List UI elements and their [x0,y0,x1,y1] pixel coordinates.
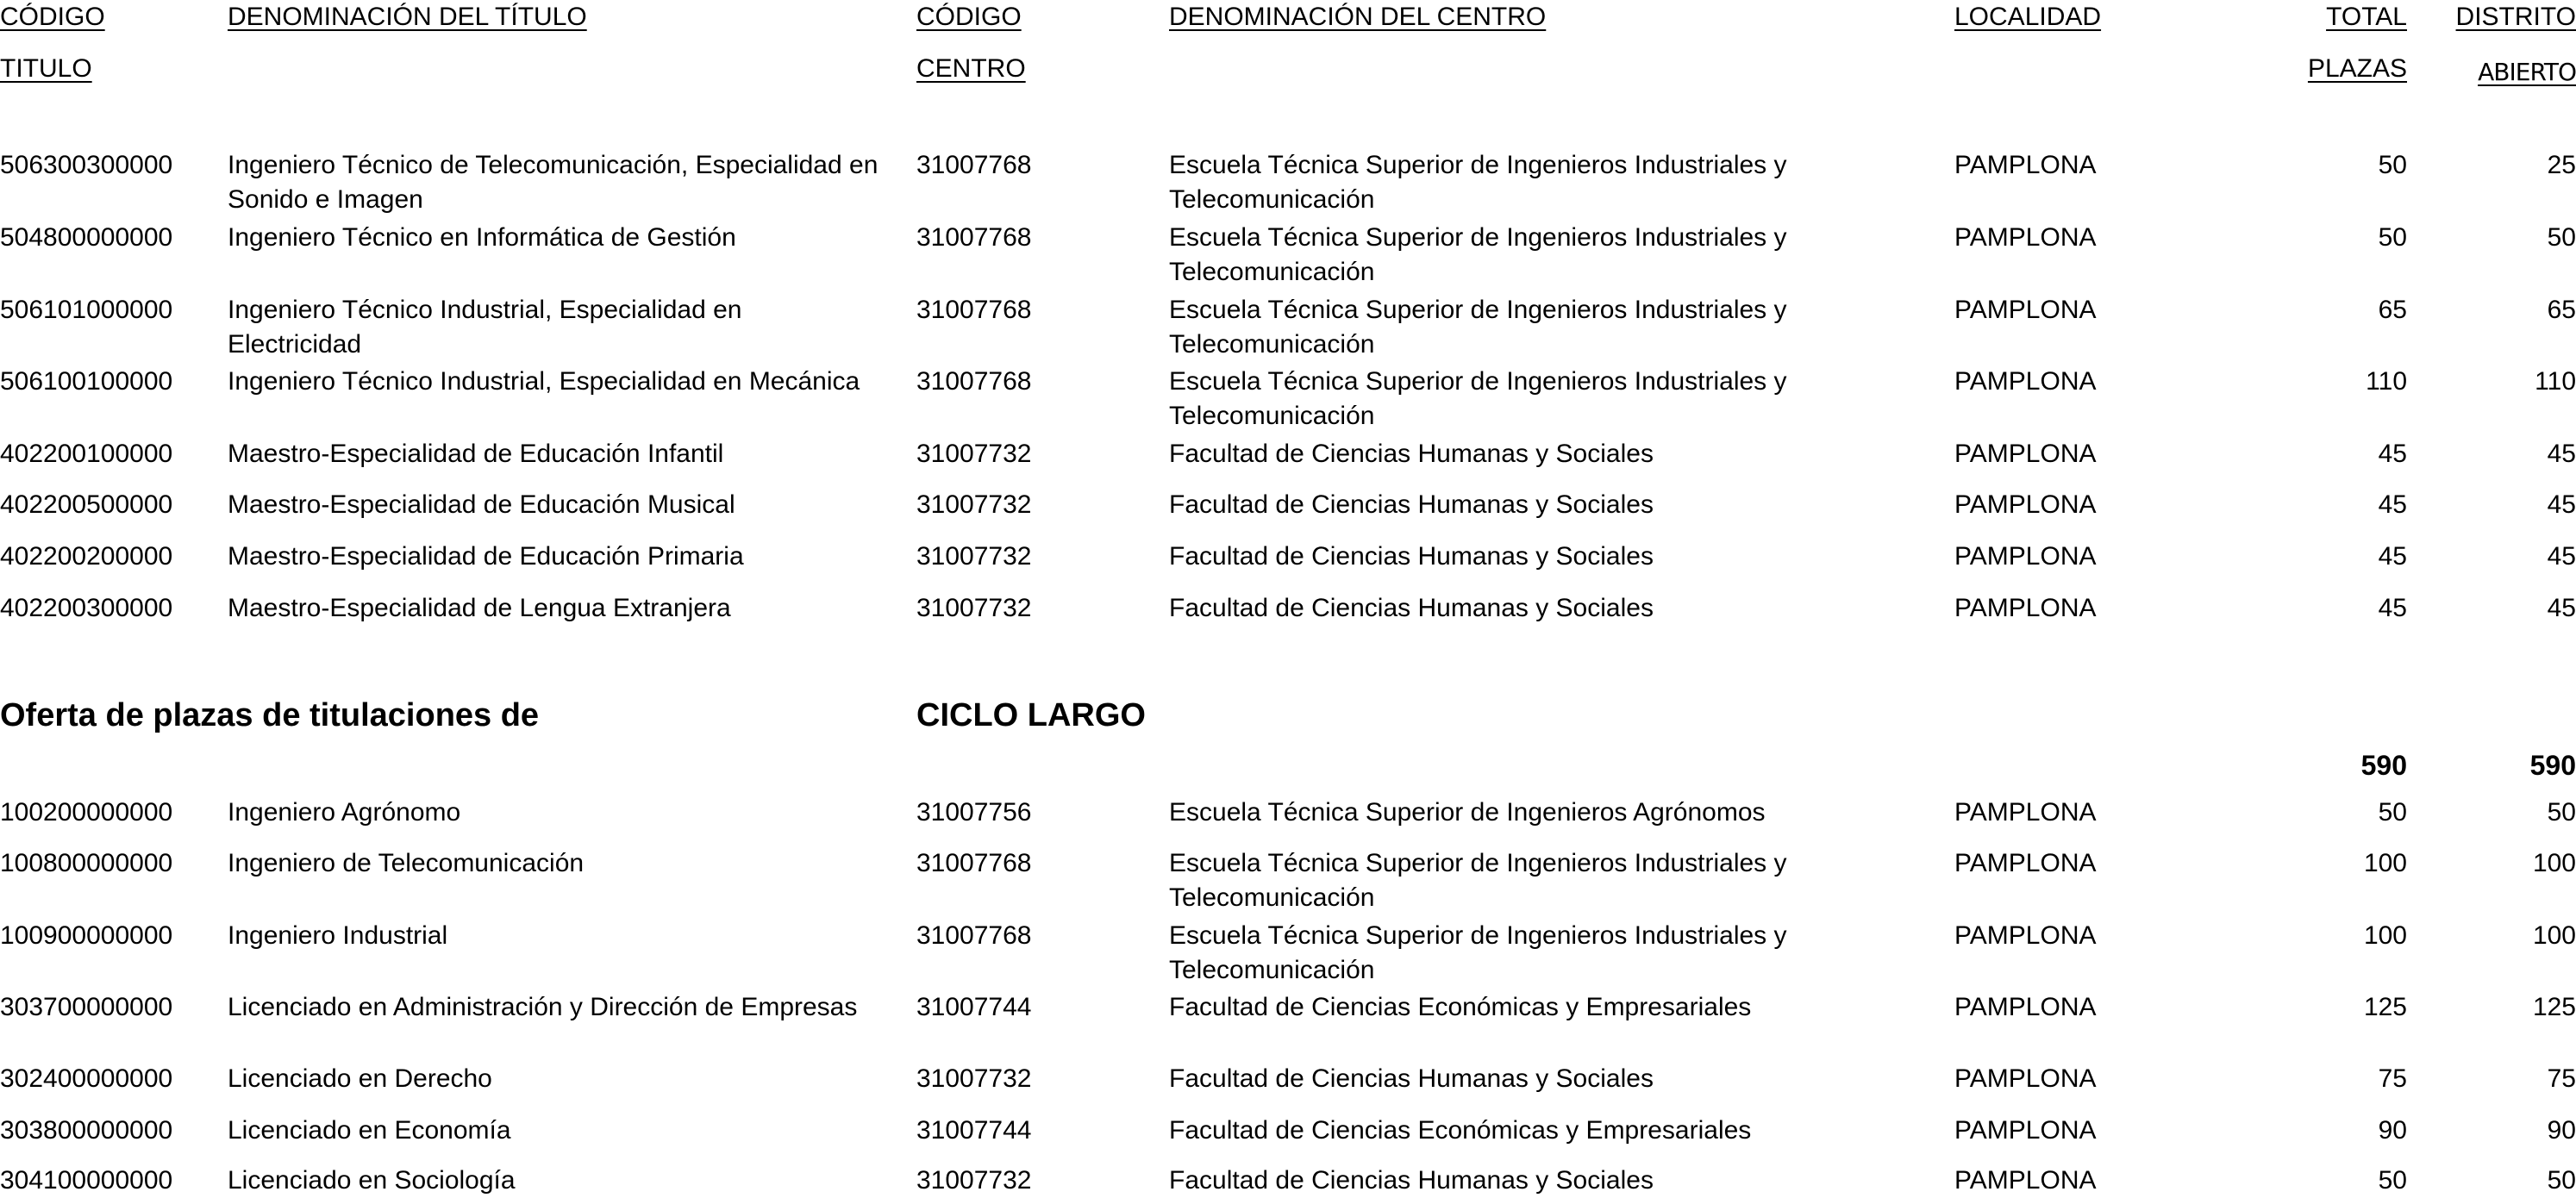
table-row-centro-codigo: 31007768 [916,849,1032,877]
table-row-codigo: 100900000000 [0,921,173,950]
table-row-localidad: PAMPLONA [1954,1166,2097,1195]
table-row-codigo: 304100000000 [0,1166,173,1195]
table-row-codigo: 100200000000 [0,798,173,827]
table-row-titulo: Maestro-Especialidad de Educación Primaria [228,542,744,571]
header-denominacion-centro: DENOMINACIÓN DEL CENTRO [1169,3,1547,31]
table-row-total: 50 [2378,151,2407,179]
table-row-titulo: Licenciado en Sociología [228,1166,516,1195]
table-row-codigo: 302400000000 [0,1064,173,1093]
table-row-distrito: 90 [2547,1116,2576,1145]
table-row-localidad: PAMPLONA [1954,993,2097,1021]
section-type: CICLO LARGO [916,697,1146,733]
table-row-titulo: Licenciado en Administración y Dirección de Empresas [228,993,858,1021]
table-row-centro-codigo: 31007756 [916,798,1032,827]
table-row-codigo: 506100100000 [0,367,173,396]
table-row-localidad: PAMPLONA [1954,594,2097,622]
table-row-titulo: Maestro-Especialidad de Educación Musical [228,490,735,519]
table-row-titulo: Ingeniero Agrónomo [228,798,461,827]
table-row-centro-codigo: 31007768 [916,151,1032,179]
table-row-codigo: 402200300000 [0,594,173,622]
table-row-distrito: 45 [2547,594,2576,622]
table-row-centro-codigo: 31007768 [916,223,1032,252]
header-codigo-titulo-1: CÓDIGO [0,3,105,31]
table-row-codigo: 506300300000 [0,151,173,179]
table-row-localidad: PAMPLONA [1954,798,2097,827]
table-row-distrito: 75 [2547,1064,2576,1093]
table-row-distrito: 100 [2532,921,2576,950]
table-row-centro: Facultad de Ciencias Humanas y Sociales [1169,1064,1654,1093]
table-row-localidad: PAMPLONA [1954,296,2097,324]
table-row-total: 75 [2378,1064,2407,1093]
table-row-total: 50 [2378,1166,2407,1195]
table-row-centro: Escuela Técnica Superior de Ingenieros Industriales y Telecomunicación [1169,367,1787,430]
table-row-total: 50 [2378,798,2407,827]
table-row-centro: Facultad de Ciencias Humanas y Sociales [1169,1166,1654,1195]
table-row-titulo: Maestro-Especialidad de Educación Infantil [228,440,724,468]
table-row-distrito: 50 [2547,223,2576,252]
table-row-codigo: 402200500000 [0,490,173,519]
table-row-localidad: PAMPLONA [1954,440,2097,468]
header-total-plazas-2: PLAZAS [2307,54,2407,83]
table-row-centro: Facultad de Ciencias Humanas y Sociales [1169,440,1654,468]
table-row-codigo: 303700000000 [0,993,173,1021]
table-row-titulo: Maestro-Especialidad de Lengua Extranjera [228,594,731,622]
table-row-centro: Facultad de Ciencias Económicas y Empresariales [1169,1116,1752,1145]
table-row-codigo: 506101000000 [0,296,173,324]
table-row-distrito: 125 [2532,993,2576,1021]
table-row-distrito: 45 [2547,490,2576,519]
table-row-centro: Escuela Técnica Superior de Ingenieros Industriales y Telecomunicación [1169,921,1787,984]
table-row-titulo: Ingeniero de Telecomunicación [228,849,585,877]
table-row-titulo: Ingeniero Técnico Industrial, Especialidad en Electricidad [228,296,742,359]
table-row-total: 110 [2366,367,2407,396]
table-row-localidad: PAMPLONA [1954,490,2097,519]
table-row-total: 45 [2378,594,2407,622]
table-row-distrito: 25 [2547,151,2576,179]
table-row-centro-codigo: 31007732 [916,594,1032,622]
table-row-distrito: 110 [2535,367,2576,396]
table-row-codigo: 402200200000 [0,542,173,571]
table-row-centro: Facultad de Ciencias Económicas y Empresariales [1169,993,1752,1021]
table-row-centro-codigo: 31007768 [916,367,1032,396]
table-row-centro: Facultad de Ciencias Humanas y Sociales [1169,542,1654,571]
table-row-titulo: Ingeniero Técnico Industrial, Especialidad en Mecánica [228,367,860,396]
header-distrito-1: DISTRITO [2455,3,2576,31]
table-row-codigo: 402200100000 [0,440,173,468]
table-row-localidad: PAMPLONA [1954,542,2097,571]
table-row-codigo: 303800000000 [0,1116,173,1145]
table-row-total: 100 [2363,849,2407,877]
table-row-titulo: Ingeniero Técnico de Telecomunicación, Especialidad en Sonido e Imagen [228,151,878,214]
header-codigo-centro-2: CENTRO [916,54,1026,83]
table-row-localidad: PAMPLONA [1954,849,2097,877]
table-row-total: 125 [2363,993,2407,1021]
table-row-codigo: 100800000000 [0,849,173,877]
table-row-codigo: 504800000000 [0,223,173,252]
table-row-titulo: Ingeniero Industrial [228,921,448,950]
table-row-centro-codigo: 31007732 [916,1064,1032,1093]
table-row-centro-codigo: 31007732 [916,440,1032,468]
table-row-titulo: Licenciado en Derecho [228,1064,492,1093]
table-row-titulo: Licenciado en Economía [228,1116,511,1145]
table-row-localidad: PAMPLONA [1954,1064,2097,1093]
table-row-centro-codigo: 31007732 [916,1166,1032,1195]
table-row-total: 45 [2378,440,2407,468]
header-localidad: LOCALIDAD [1954,3,2102,31]
table-row-total: 90 [2378,1116,2407,1145]
section-total-plazas: 590 [2360,750,2407,781]
header-distrito-2: ABIERTO [2478,58,2576,86]
table-row-distrito: 45 [2547,440,2576,468]
header-codigo-titulo-2: TITULO [0,54,92,83]
table-row-centro-codigo: 31007744 [916,993,1032,1021]
table-row-localidad: PAMPLONA [1954,1116,2097,1145]
table-row-centro-codigo: 31007732 [916,542,1032,571]
table-row-distrito: 50 [2547,1166,2576,1195]
section-title: Oferta de plazas de titulaciones de [0,697,540,733]
table-row-localidad: PAMPLONA [1954,151,2097,179]
table-row-distrito: 45 [2547,542,2576,571]
section-total-distrito: 590 [2529,750,2576,781]
table-row-distrito: 50 [2547,798,2576,827]
table-row-total: 45 [2378,490,2407,519]
table-row-centro: Escuela Técnica Superior de Ingenieros Industriales y Telecomunicación [1169,151,1787,214]
table-row-centro: Facultad de Ciencias Humanas y Sociales [1169,594,1654,622]
table-row-total: 50 [2378,223,2407,252]
header-total-plazas-1: TOTAL [2326,3,2407,31]
table-row-centro: Escuela Técnica Superior de Ingenieros Industriales y Telecomunicación [1169,223,1787,286]
table-row-localidad: PAMPLONA [1954,223,2097,252]
table-row-localidad: PAMPLONA [1954,921,2097,950]
table-row-localidad: PAMPLONA [1954,367,2097,396]
table-row-total: 100 [2363,921,2407,950]
table-row-centro-codigo: 31007744 [916,1116,1032,1145]
header-denominacion-titulo: DENOMINACIÓN DEL TÍTULO [228,3,587,31]
table-row-total: 45 [2378,542,2407,571]
table-row-total: 65 [2378,296,2407,324]
table-row-titulo: Ingeniero Técnico en Informática de Gestión [228,223,736,252]
table-row-centro: Escuela Técnica Superior de Ingenieros Industriales y Telecomunicación [1169,849,1787,912]
table-row-centro: Facultad de Ciencias Humanas y Sociales [1169,490,1654,519]
table-row-centro: Escuela Técnica Superior de Ingenieros Industriales y Telecomunicación [1169,296,1787,359]
header-codigo-centro-1: CÓDIGO [916,3,1022,31]
table-row-centro-codigo: 31007732 [916,490,1032,519]
table-row-distrito: 65 [2547,296,2576,324]
table-row-centro-codigo: 31007768 [916,296,1032,324]
table-row-centro: Escuela Técnica Superior de Ingenieros Agrónomos [1169,798,1766,827]
table-row-distrito: 100 [2532,849,2576,877]
table-row-centro-codigo: 31007768 [916,921,1032,950]
